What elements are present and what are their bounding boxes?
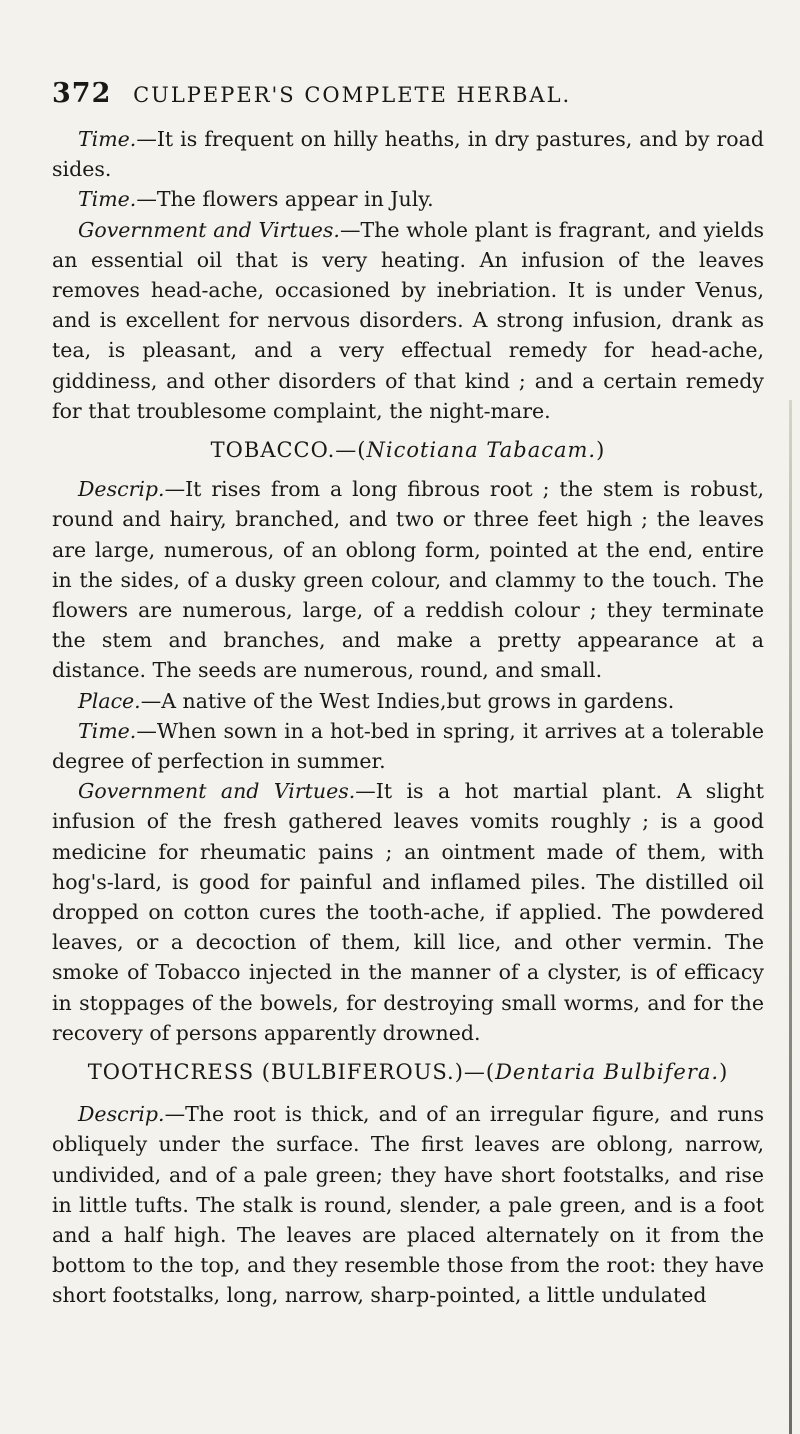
entry-label: Time. (78, 187, 137, 212)
entry-label: Descrip. (78, 477, 165, 502)
heading-latin: Nicotiana Tabacam. (366, 438, 597, 463)
page-edge-shadow (789, 400, 792, 1434)
paragraph-government-virtues (52, 215, 764, 426)
entry-text: —The flowers appear in July. (136, 187, 434, 212)
paragraph-tobacco-place (52, 686, 764, 716)
entry-label: Descrip. (78, 1102, 165, 1127)
paragraph-tobacco-time (52, 716, 764, 776)
running-head (52, 78, 764, 109)
paragraph-tobacco-descrip (52, 474, 764, 685)
paragraph-toothcress-descrip (52, 1099, 764, 1310)
entry-label: Government and Virtues. (78, 779, 356, 804)
paragraph-time (52, 184, 764, 214)
heading-main: TOOTHCRESS (BULBIFEROUS.)—( (87, 1060, 496, 1085)
heading-toothcress (52, 1057, 764, 1087)
entry-text: —The whole plant is fragrant, and yields an essential oil that is very heating. An infusion of the leaves removes head-ache, occasioned by inebriation. It is under Venus, and is excellent for nervous disorders. A strong infusion, drank as tea, is pleasant, and a very effectual remedy for head-ache, giddiness, and other disorders of that kind ; and a certain remedy for that troublesome complaint, the night-mare. (52, 217, 764, 423)
heading-latin: Dentaria Bulbifera. (495, 1060, 720, 1085)
entry-label: Time. (78, 718, 137, 743)
entry-text: —A native of the West Indies,but grows in gardens. (140, 688, 675, 713)
heading-close: ) (719, 1060, 729, 1085)
entry-text: —It rises from a long fibrous root ; the stem is robust, round and hairy, branched, and two or three feet high ; the leaves are large, numerous, of an oblong form, pointed at the end, entire in the sides, of a dusky green colour, and clammy to the touch. The flowers are numerous, large, of a reddish colour ; they terminate the stem and branches, and make a pretty appearance at a distance. The seeds are numerous, round, and small. (52, 477, 764, 683)
book-title: CULPEPER'S COMPLETE HERBAL. (133, 83, 572, 107)
entry-text: —It is a hot martial plant. A slight infusion of the fresh gathered leaves vomits roughly ; is a good medicine for rheumatic pains ; an ointment made of them, with hog's-lard, is good for painful and inflamed piles. The distilled oil dropped on cotton cures the tooth-ache, if applied. The powdered leaves, or a decoction of them, kill lice, and other vermin. The smoke of Tobacco injected in the manner of a clyster, is of efficacy in stoppages of the bowels, for destroying small worms, and for the recovery of persons apparently drowned. (52, 779, 764, 1045)
entry-label: Government and Virtues. (78, 217, 340, 242)
paragraph-tobacco-government-virtues (52, 776, 764, 1048)
page-body (52, 124, 764, 1311)
entry-text: —When sown in a hot-bed in spring, it arrives at a tolerable degree of perfection in summer. (52, 718, 764, 774)
heading-tobacco (52, 435, 764, 465)
page-number: 372 (52, 78, 112, 109)
heading-main: TOBACCO.—( (210, 438, 367, 463)
entry-label: Time. (78, 127, 137, 151)
paragraph-place (52, 124, 764, 184)
entry-text: —It is frequent on hilly heaths, in dry pastures, and by road sides. (52, 127, 764, 182)
entry-label: Place. (78, 688, 141, 713)
heading-close: ) (596, 438, 606, 463)
entry-text: —The root is thick, and of an irregular figure, and runs obliquely under the surface. The first leaves are oblong, narrow, undivided, and of a pale green; they have short footstalks, and rise in little tufts. The stalk is round, slender, a pale green, and is a foot and a half high. The leaves are placed alternately on it from the bottom to the top, and they resemble those from the root: they have short footstalks, long, narrow, sharp-pointed, a little undulated (52, 1102, 764, 1308)
